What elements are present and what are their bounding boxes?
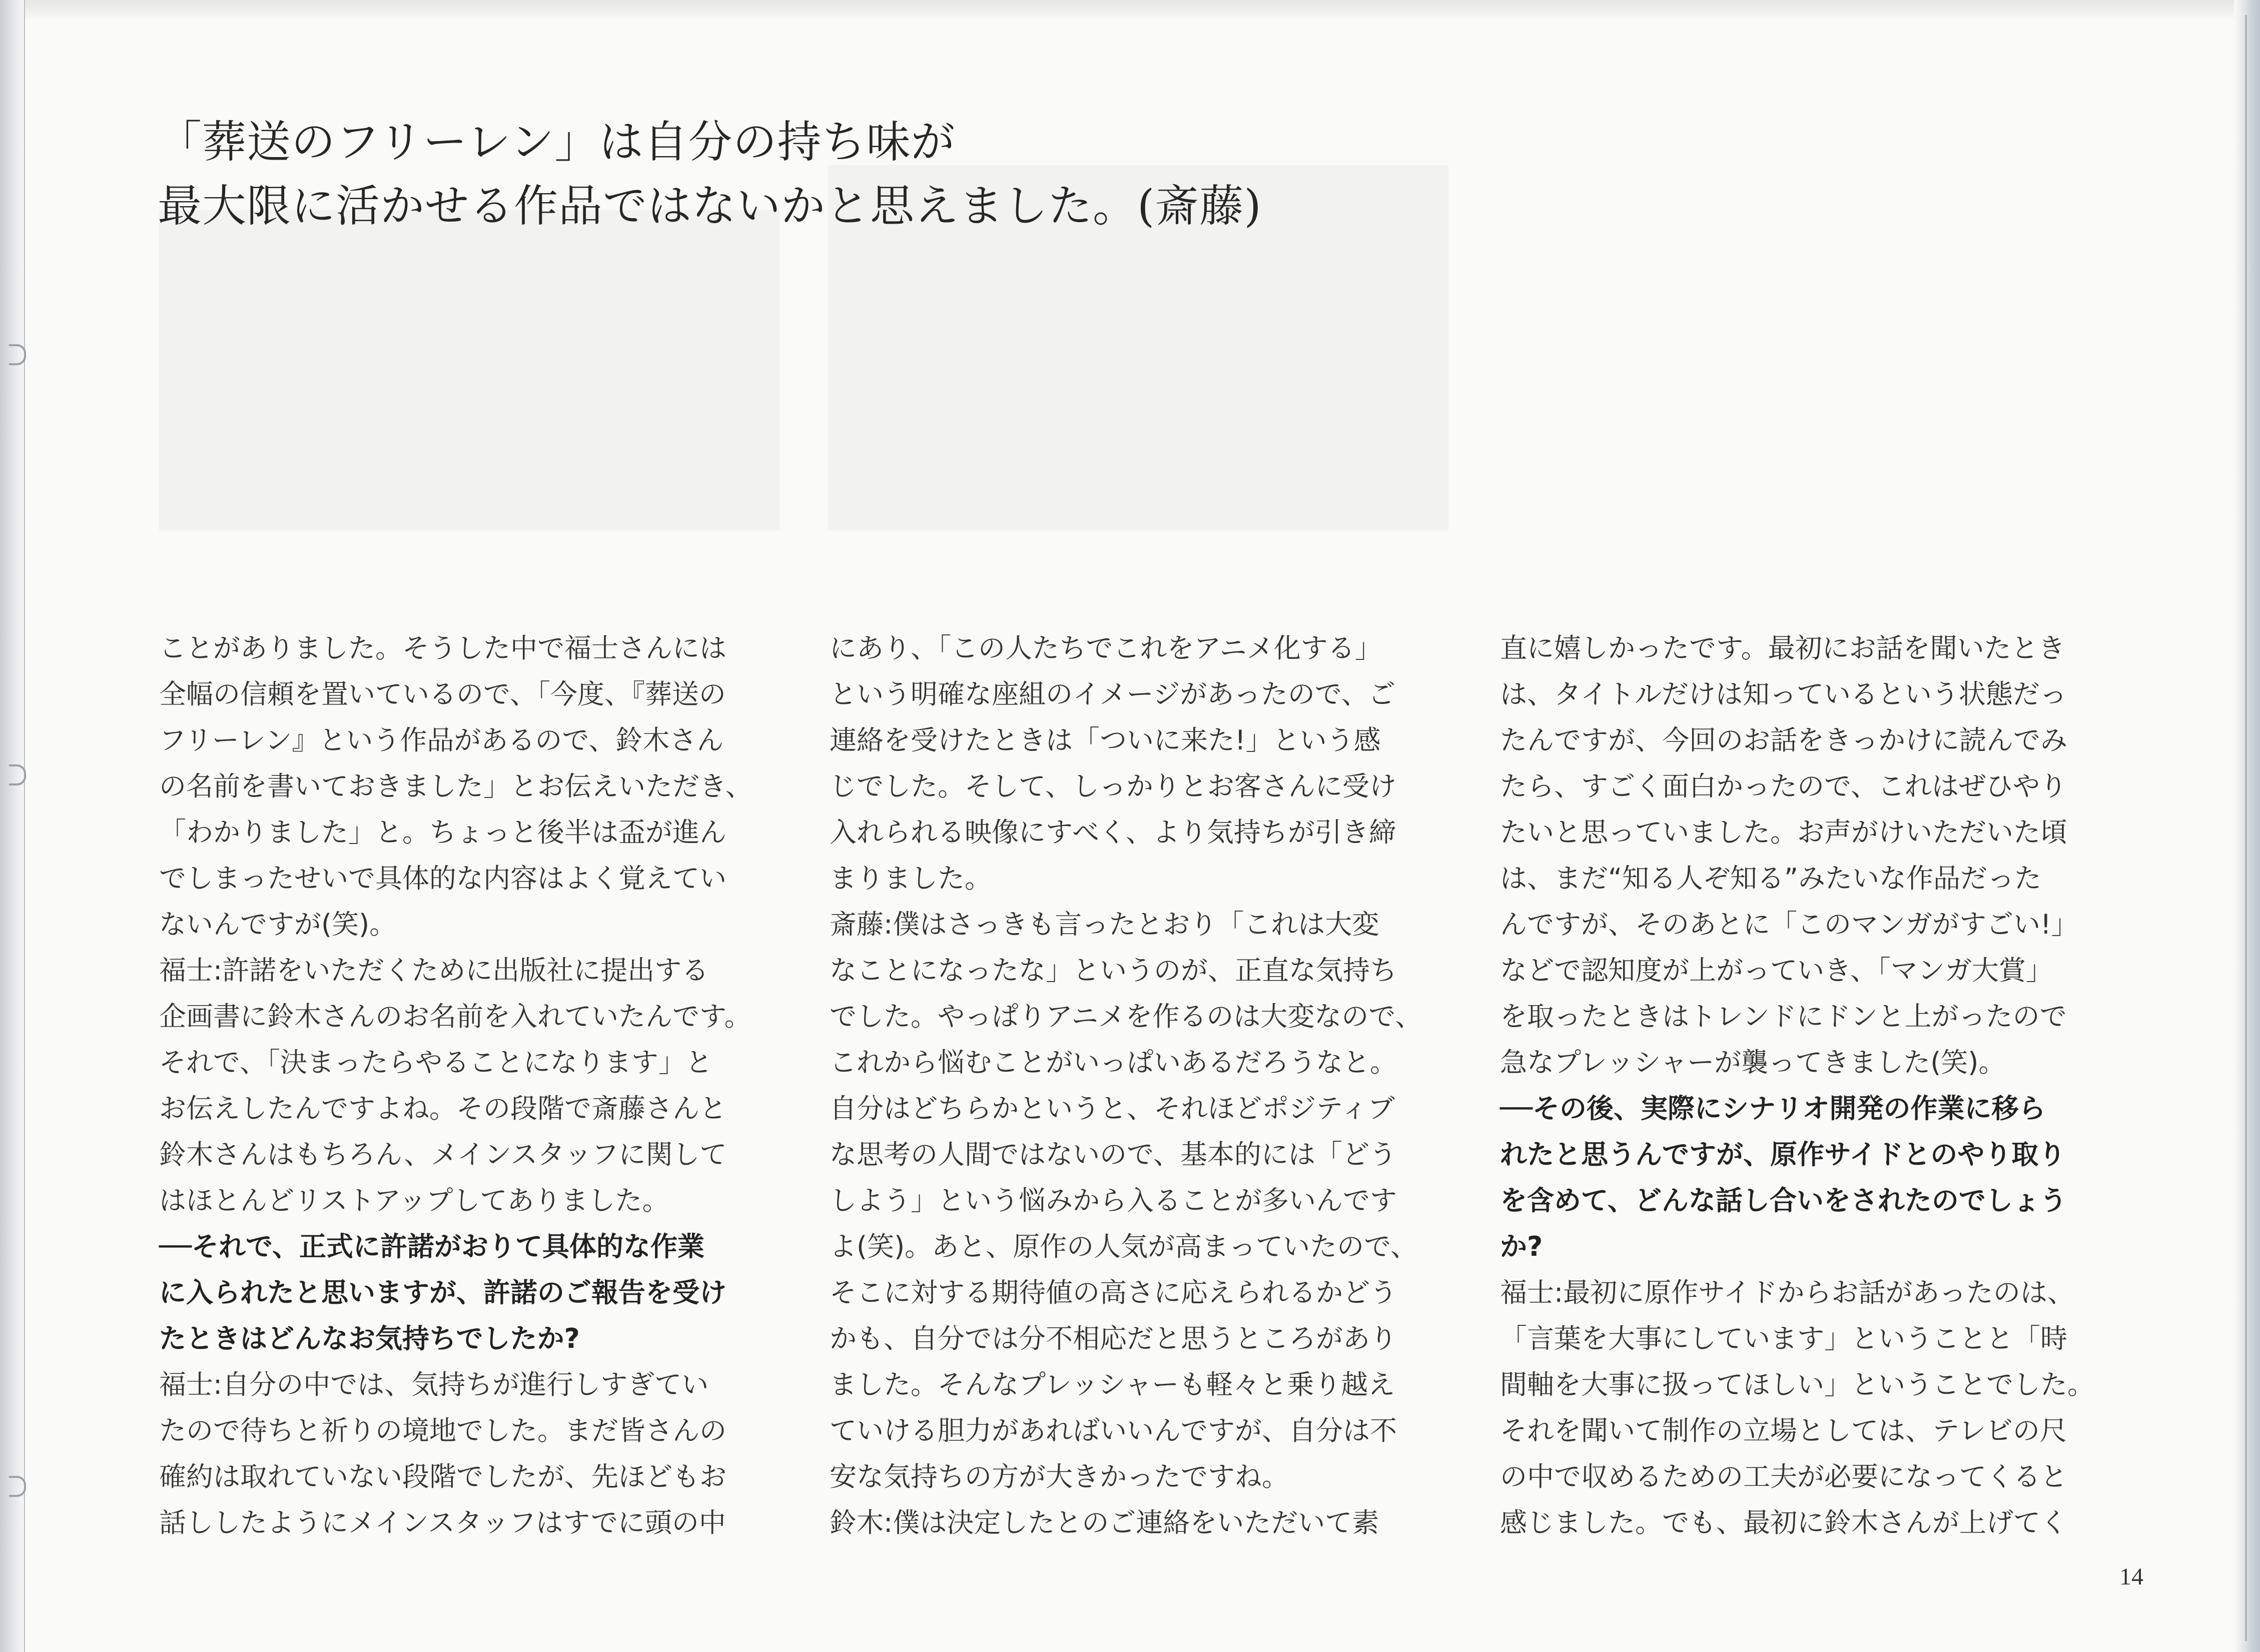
headline-line-1: 「葬送のフリーレン」は自分の持ち味が <box>158 116 956 168</box>
body-text-line: じでした。そして、しっかりとお客さんに受け <box>830 770 1396 802</box>
body-text-line: 全幅の信頼を置いているので、「今度、『葬送の <box>159 678 726 710</box>
body-text-line: 感じました。でも、最初に鈴木さんが上げてく <box>1500 1507 2067 1538</box>
body-text-line: でしまったせいで具体的な内容はよく覚えてい <box>159 863 726 894</box>
body-text-line: んですが、そのあとに「このマンガがすごい!」 <box>1500 909 2078 940</box>
show-through-shadow <box>159 210 780 530</box>
body-text-line: な思考の人間ではないので、基本的には「どう <box>830 1139 1396 1170</box>
body-text-line: でした。やっぱりアニメを作るのは大変なので、 <box>830 1001 1422 1032</box>
body-text-line: これから悩むことがいっぱいあるだろうなと。 <box>830 1047 1397 1078</box>
body-text-line: 「わかりました」と。ちょっと後半は盃が進ん <box>159 816 726 848</box>
text-column-1 <box>159 625 805 1546</box>
body-text-line: たので待ちと祈りの境地でした。まだ皆さんの <box>159 1415 726 1446</box>
body-text-line: 安な気持ちの方が大きかったですね。 <box>830 1461 1289 1492</box>
body-text-line: 間軸を大事に扱ってほしい」ということでした。 <box>1500 1369 2094 1400</box>
body-text-line: よ(笑)。あと、原作の人気が高まっていたので、 <box>830 1231 1418 1262</box>
body-text-line: 急なプレッシャーが襲ってきました(笑)。 <box>1500 1047 2006 1078</box>
body-text-line: 鈴木:僕は決定したとのご連絡をいただいて素 <box>830 1507 1379 1538</box>
body-text-line: たいと思っていました。お声がけいただいた頃 <box>1500 816 2067 848</box>
page-right-edge <box>2234 0 2260 1652</box>
body-text-line: はほとんどリストアップしてありました。 <box>159 1185 669 1216</box>
interview-question-line: ──それで、正式に許諾がおりて具体的な作業 <box>159 1231 704 1262</box>
body-text-line: たんですが、今回のお話をきっかけに読んでみ <box>1500 724 2067 756</box>
interview-question-line: か? <box>1500 1231 1543 1262</box>
page-top-edge <box>0 0 2260 19</box>
headline-line-2: 最大限に活かせる作品ではないかと思えました。(斎藤) <box>158 180 1262 232</box>
body-text-line: 企画書に鈴木さんのお名前を入れていたんです。 <box>159 1001 751 1032</box>
body-text-line: 連絡を受けたときは「ついに来た!」という感 <box>830 724 1381 756</box>
body-text-line: ことがありました。そうした中で福士さんには <box>159 632 726 664</box>
article-headline <box>158 110 1509 238</box>
body-text-line: まりました。 <box>830 863 992 894</box>
staple <box>9 344 26 365</box>
text-column-3 <box>1500 625 2145 1546</box>
body-text-line: ました。そんなプレッシャーも軽々と乗り越え <box>830 1369 1395 1400</box>
body-text-line: 確約は取れていない段階でしたが、先ほどもお <box>159 1461 726 1492</box>
body-text-line: を取ったときはトレンドにドンと上がったので <box>1500 1001 2067 1032</box>
body-text-line: 入れられる映像にすべく、より気持ちが引き締 <box>830 816 1396 848</box>
body-text-line: ていける胆力があればいいんですが、自分は不 <box>830 1415 1397 1446</box>
body-text-line: 鈴木さんはもちろん、メインスタッフに関して <box>159 1139 727 1170</box>
interview-question-line: に入られたと思いますが、許諾のご報告を受け <box>159 1277 726 1308</box>
body-text-line: それを聞いて制作の立場としては、テレビの尺 <box>1500 1415 2067 1446</box>
body-text-line: 福士:自分の中では、気持ちが進行しすぎてい <box>159 1369 709 1400</box>
body-text-line: たら、すごく面白かったので、これはぜひやり <box>1500 770 2067 802</box>
body-text-line: の名前を書いておきました」とお伝えいただき、 <box>159 770 752 802</box>
body-text-line: かも、自分では分不相応だと思うところがあり <box>830 1323 1397 1354</box>
interview-question-line: たときはどんなお気持ちでしたか? <box>159 1323 580 1354</box>
interview-question-line: を含めて、どんな話し合いをされたのでしょう <box>1500 1185 2067 1216</box>
body-text-line: フリーレン』という作品があるので、鈴木さん <box>159 724 724 756</box>
staple <box>9 1476 26 1497</box>
body-text-line: 直に嬉しかったです。最初にお話を聞いたとき <box>1500 632 2065 664</box>
interview-question-line: ──その後、実際にシナリオ開発の作業に移ら <box>1500 1093 2046 1124</box>
body-text-line: の中で収めるための工夫が必要になってくると <box>1500 1461 2067 1492</box>
body-text-line: 話ししたようにメインスタッフはすでに頭の中 <box>159 1507 726 1538</box>
body-text-line: は、タイトルだけは知っているという状態だっ <box>1500 678 2067 710</box>
staple <box>9 764 26 785</box>
body-text-line: 「言葉を大事にしています」ということと「時 <box>1500 1323 2067 1354</box>
body-text-line: それで、「決まったらやることになります」と <box>159 1047 712 1078</box>
body-text-line: お伝えしたんですよね。その段階で斎藤さんと <box>159 1093 726 1124</box>
body-text-line: にあり、「この人たちでこれをアニメ化する」 <box>830 632 1382 664</box>
body-text-line: なことになったな」というのが、正直な気持ち <box>830 955 1397 986</box>
page-number: 14 <box>2119 1563 2143 1590</box>
text-column-2 <box>830 625 1475 1546</box>
body-text-line: ないんですが(笑)。 <box>159 909 397 940</box>
body-text-line: しよう」という悩みから入ることが多いんです <box>830 1185 1397 1216</box>
body-text-line: 福士:許諾をいただくために出版社に提出する <box>159 955 709 986</box>
body-text-line: は、まだ“知る人ぞ知る”みたいな作品だった <box>1500 863 2041 894</box>
binding-spine <box>0 0 25 1652</box>
interview-question-line: れたと思うんですが、原作サイドとのやり取り <box>1500 1139 2066 1170</box>
body-text-line: などで認知度が上がっていき、「マンガ大賞」 <box>1500 955 2053 986</box>
body-text-line: 斎藤:僕はさっきも言ったとおり「これは大変 <box>830 909 1379 940</box>
body-text-line: 自分はどちらかというと、それほどポジティブ <box>830 1093 1395 1124</box>
body-text-line: という明確な座組のイメージがあったので、ご <box>830 678 1395 710</box>
body-text-line: 福士:最初に原作サイドからお話があったのは、 <box>1500 1277 2074 1308</box>
body-text-line: そこに対する期待値の高さに応えられるかどう <box>830 1277 1397 1308</box>
